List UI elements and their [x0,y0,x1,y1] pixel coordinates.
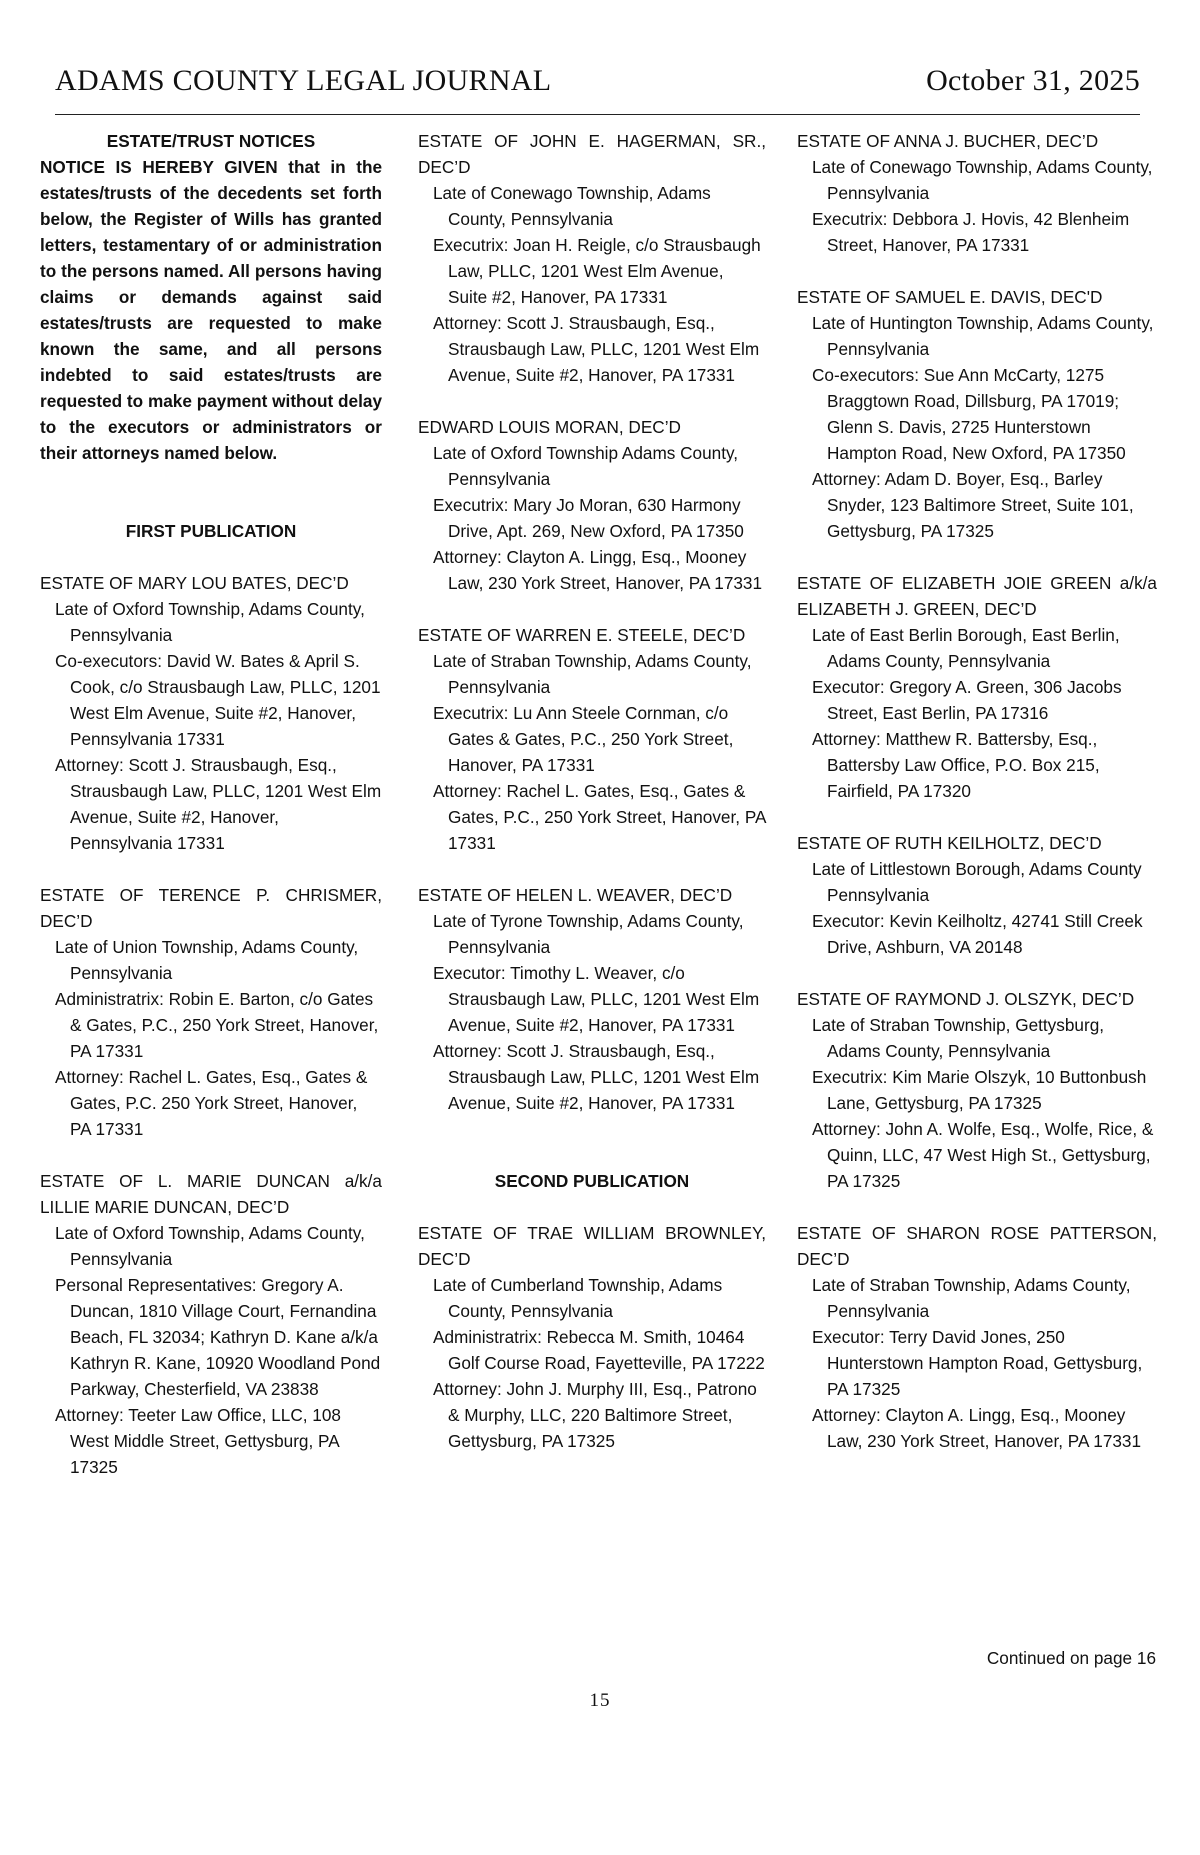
attorney-line: Attorney: Scott J. Strausbaugh, Esq., Strausbaugh Law, PLLC, 1201 West Elm Avenue, Suite #2, Hanover, PA 17331 [433,313,760,385]
attorney-line: Attorney: Clayton A. Lingg, Esq., Mooney Law, 230 York Street, Hanover, PA 17331 [812,1405,1142,1451]
residence-line: Late of Union Township, Adams County, Pennsylvania [55,937,359,983]
residence-line: Late of Conewago Township, Adams County, Pennsylvania [433,183,711,229]
estate-title: ESTATE OF SHARON ROSE PATTERSON, DEC’D [797,1223,1157,1269]
representative-line: Co-executors: David W. Bates & April S. Cook, c/o Strausbaugh Law, PLLC, 1201 West Elm Avenue, Suite #2, Hanover, Pennsylvania 17331 [55,651,381,749]
attorney-line: Attorney: Rachel L. Gates, Esq., Gates & Gates, P.C., 250 York Street, Hanover, PA 17331 [433,781,766,853]
continued-note: Continued on page 16 [986,1648,1156,1668]
attorney-line: Attorney: Scott J. Strausbaugh, Esq., Strausbaugh Law, PLLC, 1201 West Elm Avenue, Suite #2, Hanover, Pennsylvania 17331 [55,755,382,853]
column-2 [418,128,766,1480]
residence-line: Late of Straban Township, Adams County, Pennsylvania [433,651,752,697]
masthead [55,64,1140,98]
residence-line: Late of Oxford Township Adams County, Pennsylvania [433,443,739,489]
estate-notice [797,830,1157,960]
representative-line: Executrix: Kim Marie Olszyk, 10 Buttonbush Lane, Gettysburg, PA 17325 [812,1067,1147,1113]
representative-line: Executor: Gregory A. Green, 306 Jacobs Street, East Berlin, PA 17316 [812,677,1122,723]
estate-title: ESTATE OF RAYMOND J. OLSZYK, DEC’D [797,989,1135,1009]
estate-notice [797,128,1157,258]
attorney-line: Attorney: Matthew R. Battersby, Esq., Battersby Law Office, P.O. Box 215, Fairfield, PA 17320 [812,729,1100,801]
estate-notice [40,882,382,1142]
estate-title: ESTATE OF HELEN L. WEAVER, DEC’D [418,885,733,905]
estate-title: ESTATE OF SAMUEL E. DAVIS, DEC'D [797,287,1103,307]
journal-title: ADAMS COUNTY LEGAL JOURNAL [55,64,552,97]
estate-notice [418,622,766,856]
estate-title: ESTATE OF TRAE WILLIAM BROWNLEY, DEC’D [418,1223,766,1269]
representative-line: Executor: Terry David Jones, 250 Hunterstown Hampton Road, Gettysburg, PA 17325 [812,1327,1143,1399]
attorney-line: Attorney: Teeter Law Office, LLC, 108 West Middle Street, Gettysburg, PA 17325 [55,1405,341,1477]
estate-notice [797,986,1157,1194]
estate-title: ESTATE OF MARY LOU BATES, DEC’D [40,573,349,593]
attorney-line: Attorney: John J. Murphy III, Esq., Patrono & Murphy, LLC, 220 Baltimore Street, Gettysburg, PA 17325 [433,1379,757,1451]
first-publication-heading: FIRST PUBLICATION [125,521,297,541]
estate-notice [418,882,766,1116]
header-rule [55,114,1140,115]
attorney-line: Attorney: Scott J. Strausbaugh, Esq., Strausbaugh Law, PLLC, 1201 West Elm Avenue, Suite #2, Hanover, PA 17331 [433,1041,760,1113]
representative-line: Administratrix: Rebecca M. Smith, 10464 Golf Course Road, Fayetteville, PA 17222 [433,1327,765,1373]
residence-line: Late of Cumberland Township, Adams County, Pennsylvania [433,1275,723,1321]
attorney-line: Attorney: Adam D. Boyer, Esq., Barley Snyder, 123 Baltimore Street, Suite 101, Gettysburg, PA 17325 [812,469,1134,541]
column-1 [40,128,382,1506]
page-number: 15 [589,1690,611,1711]
estate-notice [797,1220,1157,1454]
representative-line: Administratrix: Robin E. Barton, c/o Gates & Gates, P.C., 250 York Street, Hanover, PA 17331 [55,989,379,1061]
estate-title: ESTATE OF TERENCE P. CHRISMER, DEC’D [40,885,382,931]
representative-line: Executrix: Joan H. Reigle, c/o Strausbaugh Law, PLLC, 1201 West Elm Avenue, Suite #2, Hanover, PA 17331 [433,235,761,307]
residence-line: Late of Oxford Township, Adams County, Pennsylvania [55,1223,365,1269]
representative-line: Co-executors: Sue Ann McCarty, 1275 Braggtown Road, Dillsburg, PA 17019; Glenn S. Davis, 2725 Hunterstown Hampton Road, New Oxford, PA 17350 [812,365,1126,463]
estate-title: ESTATE OF ELIZABETH JOIE GREEN a/k/a ELIZABETH J. GREEN, DEC’D [797,573,1157,619]
attorney-line: Attorney: Rachel L. Gates, Esq., Gates & Gates, P.C. 250 York Street, Hanover, PA 17331 [55,1067,368,1139]
representative-line: Executrix: Lu Ann Steele Cornman, c/o Gates & Gates, P.C., 250 York Street, Hanover, PA 17331 [433,703,734,775]
estate-title: ESTATE OF RUTH KEILHOLTZ, DEC’D [797,833,1102,853]
estate-notice [40,1168,382,1480]
estate-title: ESTATE OF JOHN E. HAGERMAN, SR., DEC’D [418,131,766,177]
estate-notice [418,1220,766,1454]
residence-line: Late of Oxford Township, Adams County, Pennsylvania [55,599,365,645]
column-3 [797,128,1157,1480]
residence-line: Late of East Berlin Borough, East Berlin, Adams County, Pennsylvania [812,625,1120,671]
residence-line: Late of Tyrone Township, Adams County, Pennsylvania [433,911,744,957]
residence-line: Late of Littlestown Borough, Adams County Pennsylvania [812,859,1142,905]
notices-heading: ESTATE/TRUST NOTICES [106,131,316,151]
representative-line: Executrix: Debbora J. Hovis, 42 Blenheim Street, Hanover, PA 17331 [812,209,1130,255]
representative-line: Executor: Kevin Keilholtz, 42741 Still Creek Drive, Ashburn, VA 20148 [812,911,1143,957]
estate-title: EDWARD LOUIS MORAN, DEC’D [418,417,681,437]
estate-notice [418,414,766,596]
estate-title: ESTATE OF WARREN E. STEELE, DEC’D [418,625,746,645]
attorney-line: Attorney: John A. Wolfe, Esq., Wolfe, Rice, & Quinn, LLC, 47 West High St., Gettysburg, PA 17325 [812,1119,1154,1191]
representative-line: Executrix: Mary Jo Moran, 630 Harmony Drive, Apt. 269, New Oxford, PA 17350 [433,495,744,541]
issue-date: October 31, 2025 [926,64,1140,97]
residence-line: Late of Straban Township, Gettysburg, Adams County, Pennsylvania [812,1015,1105,1061]
estate-notice [797,570,1157,804]
residence-line: Late of Huntington Township, Adams County, Pennsylvania [812,313,1154,359]
representative-line: Executor: Timothy L. Weaver, c/o Strausbaugh Law, PLLC, 1201 West Elm Avenue, Suite #2, Hanover, PA 17331 [433,963,760,1035]
estate-notice [418,128,766,388]
notices-intro: NOTICE IS HEREBY GIVEN that in the estates/trusts of the decedents set forth below, the Register of Wills has granted letters, testamentary of or administration to the persons named. All persons having claims or demands against said estates/trusts are requested to make known the same, and all persons indebted to said estates/trusts are requested to make payment without delay to the executors or administrators or their attorneys named below. [40,157,382,463]
estate-title: ESTATE OF ANNA J. BUCHER, DEC’D [797,131,1099,151]
residence-line: Late of Conewago Township, Adams County, Pennsylvania [812,157,1153,203]
estate-notice [797,284,1157,544]
representative-line: Personal Representatives: Gregory A. Duncan, 1810 Village Court, Fernandina Beach, FL 32034; Kathryn D. Kane a/k/a Kathryn R. Kane, 10920 Woodland Pond Parkway, Chesterfield, VA 23838 [55,1275,381,1399]
attorney-line: Attorney: Clayton A. Lingg, Esq., Mooney Law, 230 York Street, Hanover, PA 17331 [433,547,763,593]
estate-notice [40,570,382,856]
estate-title: ESTATE OF L. MARIE DUNCAN a/k/a LILLIE MARIE DUNCAN, DEC’D [40,1171,382,1217]
second-publication-heading: SECOND PUBLICATION [494,1171,690,1191]
residence-line: Late of Straban Township, Adams County, Pennsylvania [812,1275,1131,1321]
